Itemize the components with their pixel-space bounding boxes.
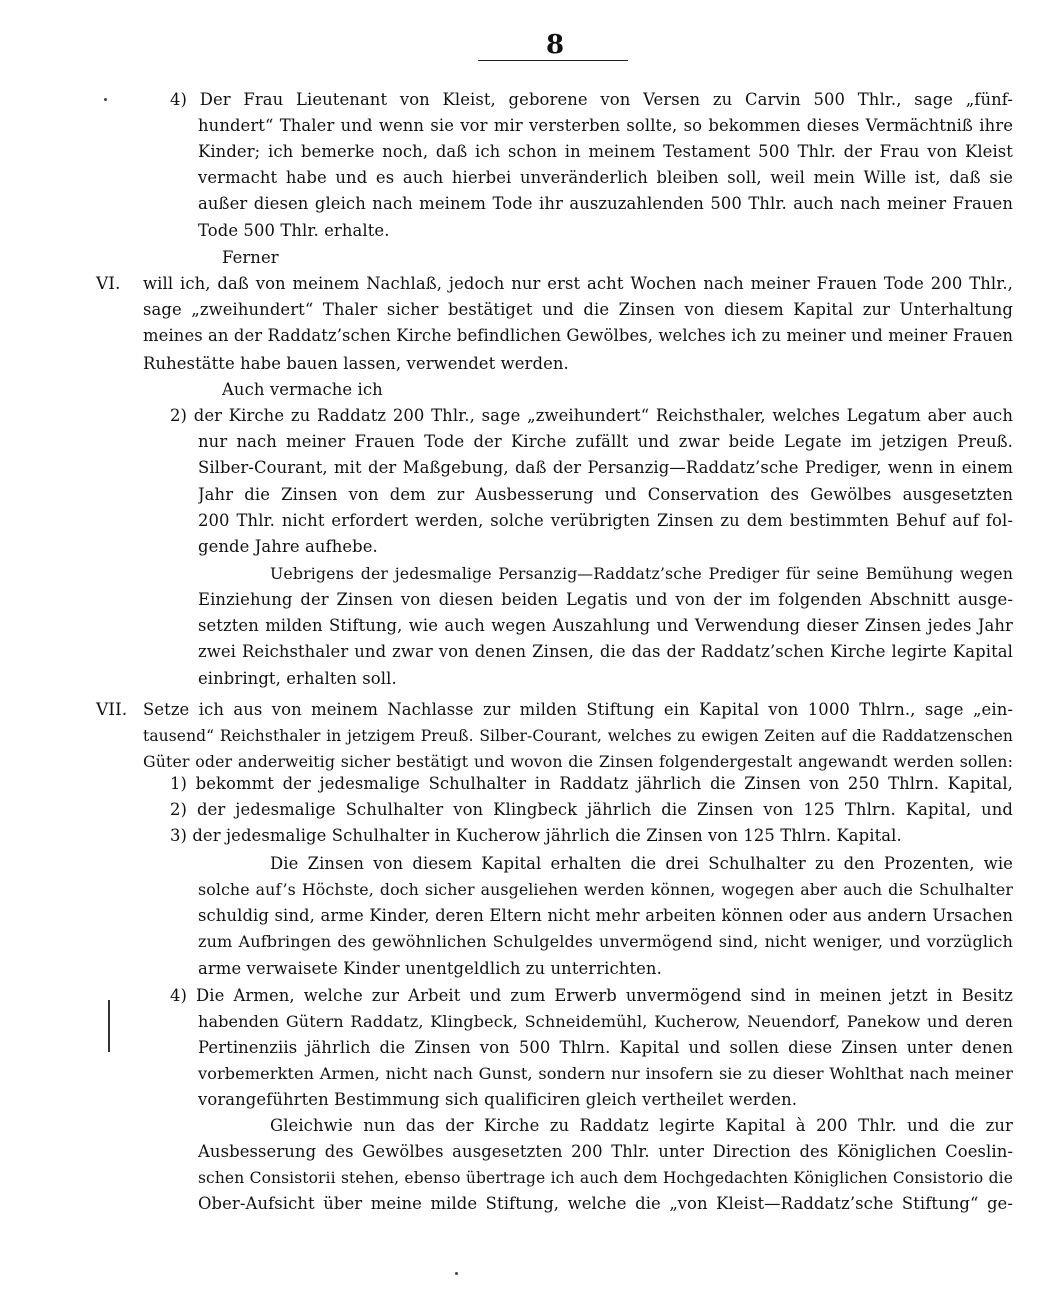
text-line: außer diesen gleich nach meinem Tode ihr auszuzahlenden 500 Thlr. auch nach meiner Frauen (198, 194, 1013, 213)
text-line: habenden Gütern Raddatz, Klingbeck, Schneidemühl, Kucherow, Neuendorf, Panekow und deren (198, 1012, 1013, 1031)
section-number-vi: VI. (96, 274, 121, 294)
text-line: gende Jahre aufhebe. (198, 537, 378, 556)
text-line: Ausbesserung des Gewölbes ausgesetzten 200 Thlr. unter Direction des Königlichen Coeslin- (198, 1142, 1013, 1161)
text-line: setzten milden Stiftung, wie auch wegen Auszahlung und Verwendung dieser Zinsen jedes Jahr (198, 616, 1013, 635)
text-line: Setze ich aus von meinem Nachlasse zur milden Stiftung ein Kapital von 1000 Thlrn., sage „ein- (143, 700, 1013, 719)
text-line: schuldig sind, arme Kinder, deren Eltern nicht mehr arbeiten können oder aus andern Ursachen (198, 906, 1013, 925)
text-line: schen Consistorii stehen, ebenso übertrage ich auch dem Hochgedachten Königlichen Consistorio die (198, 1169, 1013, 1187)
text-line: Ober-Aufsicht über meine milde Stiftung, welche die „von Kleist—Raddatz’sche Stiftung“ ge- (198, 1194, 1013, 1213)
page-number: 8 (545, 30, 565, 60)
text-line: vermacht habe und es auch hierbei unveränderlich bleiben soll, weil mein Wille ist, daß sie (198, 168, 1013, 187)
text-line: meines an der Raddatz’schen Kirche befindlichen Gewölbes, welches ich zu meiner und meiner Frauen (143, 326, 1013, 345)
text-line: 2) der jedesmalige Schulhalter von Klingbeck jährlich die Zinsen von 125 Thlrn. Kapital, und (170, 800, 1013, 819)
text-line: Güter oder anderweitig sicher bestätigt und wovon die Zinsen folgendergestalt angewandt werden sollen: (143, 752, 1013, 771)
text-line: Silber-Courant, mit der Maßgebung, daß der Persanzig—Raddatz’sche Prediger, wenn in einem (198, 458, 1013, 477)
text-line: Einziehung der Zinsen von diesen beiden Legatis und von der im folgenden Abschnitt ausge- (198, 590, 1013, 609)
text-line: sage „zweihundert“ Thaler sicher bestätiget und die Zinsen von diesem Kapital zur Unterhaltung (143, 300, 1013, 319)
text-line: Gleichwie nun das der Kirche zu Raddatz legirte Kapital à 200 Thlr. und die zur (270, 1116, 1013, 1135)
text-line: solche auf’s Höchste, doch sicher ausgeliehen werden können, wogegen aber auch die Schulhalter (198, 880, 1013, 899)
text-line: Uebrigens der jedesmalige Persanzig—Raddatz’sche Prediger für seine Bemühung wegen (270, 564, 1013, 583)
section-number-vii: VII. (96, 700, 128, 720)
text-line: nur nach meiner Frauen Tode der Kirche zufällt und zwar beide Legate im jetzigen Preuß. (198, 432, 1013, 451)
text-line: Pertinenziis jährlich die Zinsen von 500 Thlrn. Kapital und sollen diese Zinsen unter denen (198, 1038, 1013, 1057)
text-line: zum Aufbringen des gewöhnlichen Schulgeldes unvermögend sind, nicht weniger, und vorzüglich (198, 932, 1013, 951)
text-line: 2) der Kirche zu Raddatz 200 Thlr., sage „zweihundert“ Reichsthaler, welches Legatum aber auch (170, 406, 1013, 425)
text-line: vorbemerkten Armen, nicht nach Gunst, sondern nur insofern sie zu dieser Wohlthat nach meiner (198, 1064, 1013, 1083)
text-line: 3) der jedesmalige Schulhalter in Kucherow jährlich die Zinsen von 125 Thlrn. Kapital. (170, 826, 902, 845)
text-line: einbringt, erhalten soll. (198, 669, 397, 688)
text-line: 200 Thlr. nicht erfordert werden, solche verübrigten Zinsen zu dem bestimmten Behuf auf fol- (198, 511, 1013, 530)
text-line: arme verwaisete Kinder unentgeldlich zu unterrichten. (198, 959, 662, 978)
text-line: 4) Die Armen, welche zur Arbeit und zum Erwerb unvermögend sind in meinen jetzt in Besitz (170, 986, 1013, 1005)
text-line: Jahr die Zinsen von dem zur Ausbesserung und Conservation des Gewölbes ausgesetzten (198, 485, 1013, 504)
text-line: Ferner (222, 248, 279, 267)
text-line: 4) Der Frau Lieutenant von Kleist, geborene von Versen zu Carvin 500 Thlr., sage „fünf- (170, 90, 1013, 109)
text-line: Auch vermache ich (222, 380, 383, 399)
margin-mark (108, 1000, 110, 1052)
scan-speck (455, 1272, 458, 1275)
text-line: Ruhestätte habe bauen lassen, verwendet werden. (143, 354, 569, 373)
text-line: zwei Reichsthaler und zwar von denen Zinsen, die das der Raddatz’schen Kirche legirte Kapital (198, 642, 1013, 661)
text-line: Die Zinsen von diesem Kapital erhalten die drei Schulhalter zu den Prozenten, wie (270, 854, 1013, 873)
text-line: will ich, daß von meinem Nachlaß, jedoch nur erst acht Wochen nach meiner Frauen Tode 200 Thlr., (143, 274, 1013, 293)
text-line: vorangeführten Bestimmung sich qualificiren gleich vertheilet werden. (198, 1090, 798, 1109)
text-line: Kinder; ich bemerke noch, daß ich schon in meinem Testament 500 Thlr. der Frau von Kleist (198, 142, 1013, 161)
text-line: Tode 500 Thlr. erhalte. (198, 221, 390, 240)
page-number-rule (478, 60, 628, 61)
text-line: 1) bekommt der jedesmalige Schulhalter in Raddatz jährlich die Zinsen von 250 Thlrn. Kapital, (170, 774, 1013, 793)
text-line: tausend“ Reichsthaler in jetzigem Preuß. Silber-Courant, welches zu ewigen Zeiten auf die Raddatzenschen (143, 727, 1013, 745)
text-line: hundert“ Thaler und wenn sie vor mir versterben sollte, so bekommen dieses Vermächtniß ihre (198, 116, 1013, 135)
scan-speck (104, 98, 107, 101)
